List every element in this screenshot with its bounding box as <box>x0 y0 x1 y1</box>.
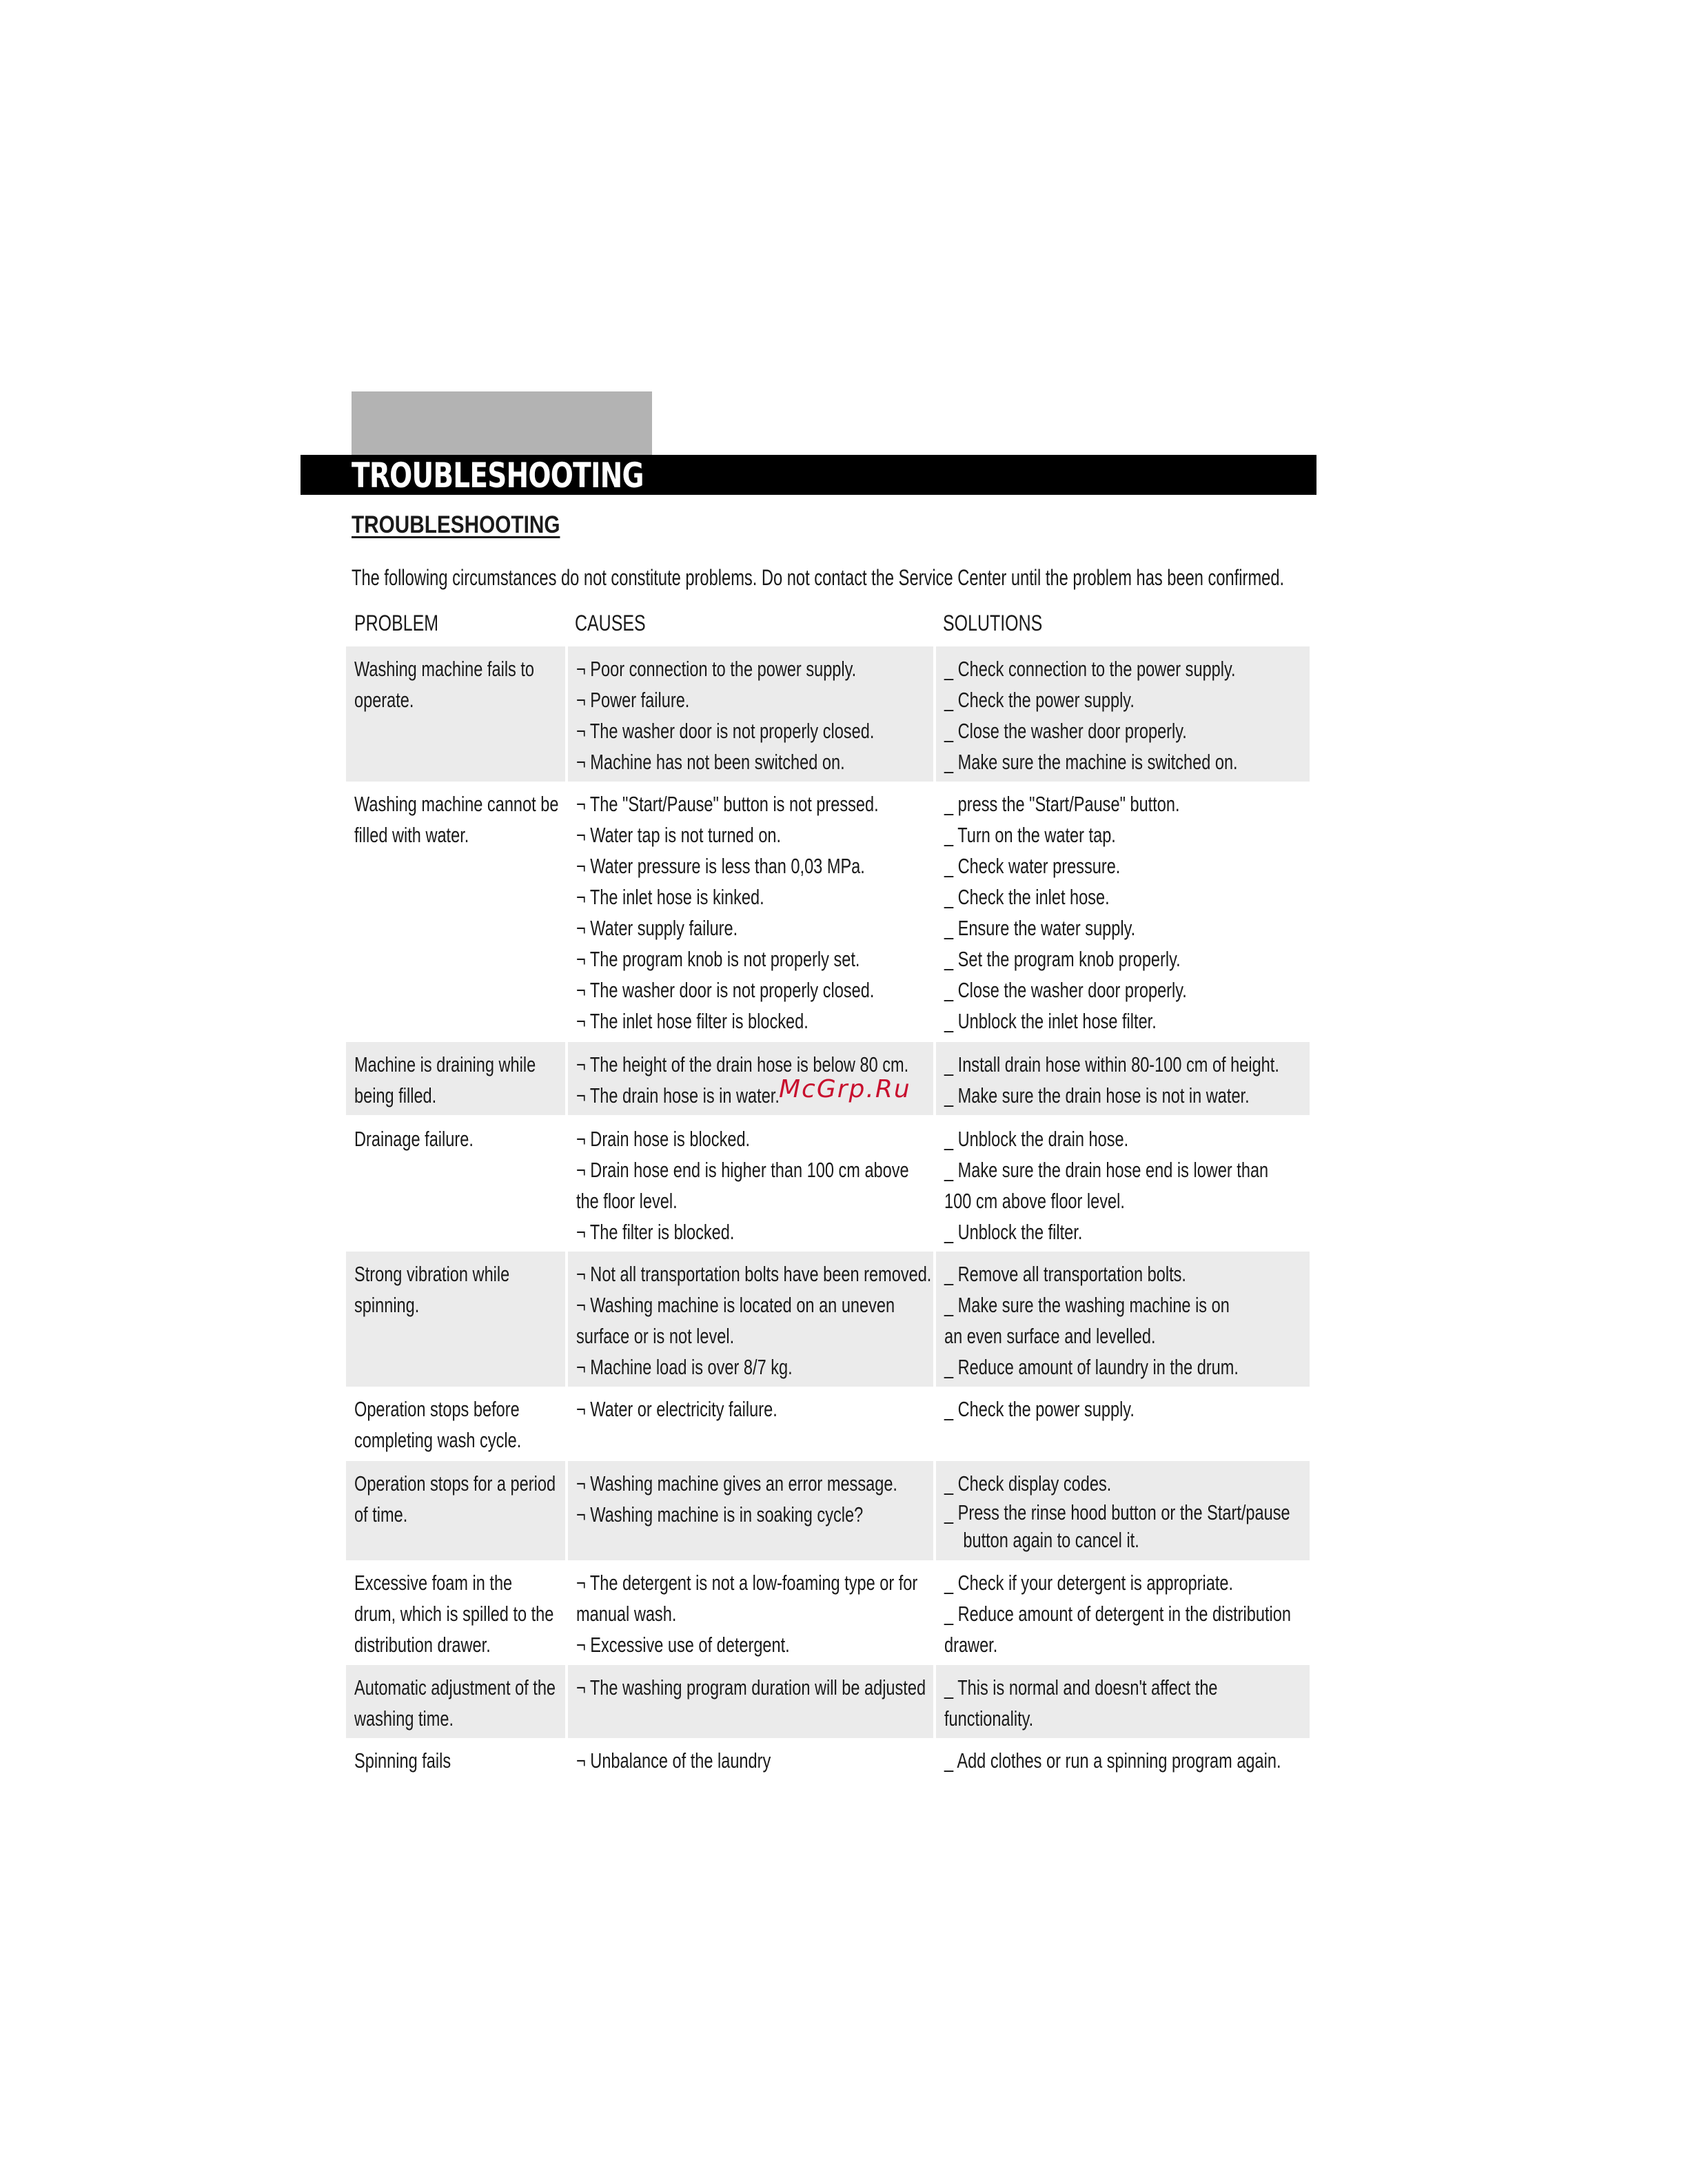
causes-cell <box>568 1665 933 1738</box>
section-subtitle: TROUBLESHOOTING <box>352 511 560 538</box>
problem-line: spinning. <box>354 1293 420 1317</box>
problem-line: Machine is draining while <box>354 1052 536 1076</box>
table-row <box>346 782 1310 1041</box>
column-header-causes: CAUSES <box>575 611 646 635</box>
cause-line: ¬ Water pressure is less than 0,03 MPa. <box>576 854 865 878</box>
solution-line: _ Check water pressure. <box>944 854 1121 878</box>
cause-line: ¬ Water or electricity failure. <box>576 1397 777 1421</box>
table-row <box>346 1461 1310 1560</box>
cause-line: ¬ Drain hose is blocked. <box>576 1127 751 1151</box>
solutions-cell <box>936 1116 1310 1252</box>
cause-line: ¬ The detergent is not a low-foaming type or for <box>576 1571 918 1595</box>
problem-line: completing wash cycle. <box>354 1428 522 1452</box>
solutions-cell <box>936 1560 1310 1664</box>
causes-cell <box>568 1116 933 1252</box>
problem-cell <box>346 1665 565 1738</box>
solution-line: _ Remove all transportation bolts. <box>944 1262 1186 1286</box>
problem-cell <box>346 1387 565 1460</box>
solution-line: _ Check the power supply. <box>944 1397 1135 1421</box>
problem-line: of time. <box>354 1502 408 1527</box>
solution-line: _ Make sure the machine is switched on. <box>944 750 1238 774</box>
solution-line: button again to cancel it. <box>963 1528 1139 1552</box>
causes-cell <box>568 1738 933 1786</box>
solution-line: _ Install drain hose within 80-100 cm of height. <box>944 1052 1279 1076</box>
solutions-cell <box>936 1252 1310 1387</box>
cause-line: ¬ The washing program duration will be adjusted <box>576 1675 926 1700</box>
solution-line: an even surface and levelled. <box>944 1324 1156 1348</box>
cause-line: ¬ The inlet hose is kinked. <box>576 885 764 909</box>
solution-line: _ Unblock the inlet hose filter. <box>944 1009 1157 1033</box>
problem-line: Spinning fails <box>354 1748 451 1773</box>
causes-cell <box>568 1252 933 1387</box>
cause-line: ¬ The height of the drain hose is below 80 cm. <box>576 1052 909 1076</box>
column-header-solutions: SOLUTIONS <box>943 611 1043 635</box>
table-row <box>346 1252 1310 1387</box>
cause-line: ¬ Unbalance of the laundry <box>576 1748 771 1773</box>
solution-line: functionality. <box>944 1706 1034 1731</box>
solutions-cell <box>936 646 1310 782</box>
cause-line: ¬ Washing machine gives an error message. <box>576 1471 897 1496</box>
cause-line: ¬ Poor connection to the power supply. <box>576 657 857 681</box>
solution-line: _ This is normal and doesn't affect the <box>944 1675 1218 1700</box>
cause-line: surface or is not level. <box>576 1324 735 1348</box>
problem-cell <box>346 782 565 1041</box>
solution-line: 100 cm above floor level. <box>944 1189 1125 1213</box>
causes-cell <box>568 646 933 782</box>
solutions-cell <box>936 1665 1310 1738</box>
problem-line: drum, which is spilled to the <box>354 1602 554 1626</box>
cause-line: ¬ The drain hose is in water. <box>576 1083 780 1108</box>
cause-line: ¬ The inlet hose filter is blocked. <box>576 1009 809 1033</box>
solutions-cell <box>936 1042 1310 1115</box>
solution-line: _ Close the washer door properly. <box>944 719 1187 743</box>
problem-cell <box>346 1252 565 1387</box>
problem-line: Excessive foam in the <box>354 1571 513 1595</box>
title-bar <box>301 455 1316 495</box>
solution-line: _ Check connection to the power supply. <box>944 657 1236 681</box>
causes-cell <box>568 782 933 1041</box>
problem-line: Operation stops for a period <box>354 1471 556 1496</box>
table-row <box>346 1560 1310 1664</box>
table-row <box>346 1665 1310 1738</box>
problem-cell <box>346 1116 565 1252</box>
cause-line: ¬ Washing machine is located on an uneven <box>576 1293 895 1317</box>
cause-line: ¬ Machine load is over 8/7 kg. <box>576 1355 793 1379</box>
problem-line: operate. <box>354 688 414 712</box>
solution-line: _ Unblock the drain hose. <box>944 1127 1129 1151</box>
problem-cell <box>346 1461 565 1560</box>
cause-line: ¬ Excessive use of detergent. <box>576 1633 790 1657</box>
solution-line: _ Add clothes or run a spinning program again. <box>944 1748 1281 1773</box>
solution-line: _ Press the rinse hood button or the Start/pause <box>944 1500 1290 1524</box>
solutions-cell <box>936 1738 1310 1786</box>
table-row <box>346 646 1310 782</box>
causes-cell <box>568 1461 933 1560</box>
problem-cell <box>346 1042 565 1115</box>
problem-line: filled with water. <box>354 823 469 847</box>
intro-text: The following circumstances do not constitute problems. Do not contact the Service Center until the problem has been confirmed. <box>352 565 1285 590</box>
cause-line: manual wash. <box>576 1602 677 1626</box>
problem-line: distribution drawer. <box>354 1633 491 1657</box>
problem-line: washing time. <box>354 1706 454 1731</box>
solution-line: _ Set the program knob properly. <box>944 947 1181 971</box>
header-tab <box>352 391 652 455</box>
cause-line: ¬ Water supply failure. <box>576 916 738 940</box>
problem-cell <box>346 1560 565 1664</box>
solution-line: _ Check if your detergent is appropriate. <box>944 1571 1234 1595</box>
cause-line: ¬ Drain hose end is higher than 100 cm above <box>576 1158 909 1182</box>
cause-line: ¬ Washing machine is in soaking cycle? <box>576 1502 864 1527</box>
dots-icon <box>1578 459 1588 491</box>
cause-line: the floor level. <box>576 1189 678 1213</box>
solutions-cell <box>936 1387 1310 1460</box>
column-header-problem: PROBLEM <box>354 611 439 635</box>
table-row <box>346 1387 1310 1460</box>
page-title: TROUBLESHOOTING <box>352 456 644 496</box>
causes-cell <box>568 1387 933 1460</box>
solution-line: _ Unblock the filter. <box>944 1220 1083 1244</box>
solution-line: drawer. <box>944 1633 998 1657</box>
solution-line: _ Close the washer door properly. <box>944 978 1187 1002</box>
cause-line: ¬ Machine has not been switched on. <box>576 750 845 774</box>
solution-line: _ Reduce amount of detergent in the distribution <box>944 1602 1291 1626</box>
solution-line: _ Check display codes. <box>944 1471 1112 1496</box>
solution-line: _ Make sure the drain hose end is lower than <box>944 1158 1269 1182</box>
solutions-cell <box>936 1461 1310 1560</box>
problem-cell <box>346 646 565 782</box>
cause-line: ¬ The washer door is not properly closed. <box>576 978 875 1002</box>
problem-line: Washing machine fails to <box>354 657 535 681</box>
cause-line: ¬ Water tap is not turned on. <box>576 823 782 847</box>
problem-line: Washing machine cannot be <box>354 792 559 816</box>
table-row <box>346 1116 1310 1252</box>
solution-line: _ Ensure the water supply. <box>944 916 1136 940</box>
solutions-cell <box>936 782 1310 1041</box>
solution-line: _ press the "Start/Pause" button. <box>944 792 1180 816</box>
solution-line: _ Check the inlet hose. <box>944 885 1110 909</box>
solution-line: _ Make sure the drain hose is not in water. <box>944 1083 1250 1108</box>
solution-line: _ Turn on the water tap. <box>944 823 1116 847</box>
problem-line: Operation stops before <box>354 1397 520 1421</box>
cause-line: ¬ The filter is blocked. <box>576 1220 735 1244</box>
cause-line: ¬ The washer door is not properly closed. <box>576 719 875 743</box>
problem-line: Strong vibration while <box>354 1262 510 1286</box>
problem-cell <box>346 1738 565 1786</box>
solution-line: _ Make sure the washing machine is on <box>944 1293 1230 1317</box>
watermark: McGrp.Ru <box>779 1075 911 1103</box>
solution-line: _ Reduce amount of laundry in the drum. <box>944 1355 1239 1379</box>
cause-line: ¬ The "Start/Pause" button is not pressed. <box>576 792 879 816</box>
problem-line: Automatic adjustment of the <box>354 1675 556 1700</box>
solution-line: _ Check the power supply. <box>944 688 1135 712</box>
cause-line: ¬ Not all transportation bolts have been removed. <box>576 1262 932 1286</box>
table-row <box>346 1738 1310 1786</box>
problem-line: Drainage failure. <box>354 1127 474 1151</box>
cause-line: ¬ The program knob is not properly set. <box>576 947 860 971</box>
cause-line: ¬ Power failure. <box>576 688 690 712</box>
problem-line: being filled. <box>354 1083 437 1108</box>
causes-cell <box>568 1560 933 1664</box>
